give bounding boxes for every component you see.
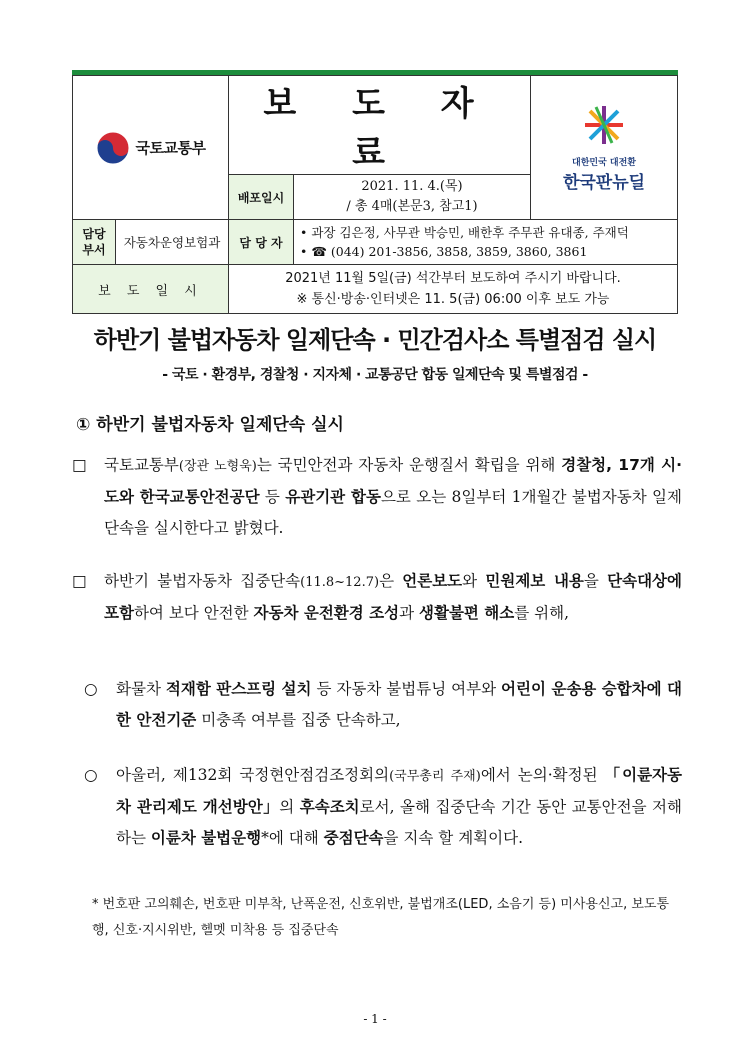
department-row: [73, 220, 229, 265]
text: 국토교통부: [104, 456, 179, 474]
emphasis: 적재함 판스프링 설치: [165, 680, 312, 698]
distribution-label: 배포일시: [229, 175, 294, 220]
text: 로서, 올해 집중단속 기간 동안 교통안전을 저해하는: [116, 798, 682, 847]
page-number: - 1 -: [363, 1012, 387, 1026]
checkbox-bullet-icon: □: [72, 572, 87, 590]
text: 은: [379, 572, 403, 590]
department-name: 자동차운영보험과: [123, 235, 221, 250]
text: 와: [462, 572, 486, 590]
embargo-label: 보 도 일 시: [73, 265, 229, 314]
circle-bullet-icon: ○: [84, 766, 98, 784]
text: 를 위해,: [514, 604, 570, 622]
text: 아울러, 제132회 국정현안점검조정회의: [116, 766, 390, 784]
text: 을: [583, 572, 608, 590]
contact-label: 담 당 자: [229, 220, 294, 265]
contact-phone: • ☎ (044) 201-3856, 3858, 3859, 3860, 3861: [300, 244, 588, 259]
text: (11.8~12.7): [300, 575, 380, 590]
brand-title: 한국판뉴딜: [562, 172, 646, 193]
paragraph-4: [84, 760, 682, 854]
ministry-logo-cell: [73, 76, 229, 220]
emphasis: 유관기관 합동: [285, 488, 381, 506]
checkbox-bullet-icon: □: [72, 456, 87, 474]
distribution-info: [294, 175, 531, 220]
text: 등: [259, 488, 286, 506]
emphasis: 중점단속: [323, 829, 384, 847]
text: 을 지속 할 계획이다.: [383, 829, 524, 847]
emphasis: 「이륜자동차 관리제도 개선방안」: [116, 766, 683, 816]
headline: 하반기 불법자동차 일제단속 · 민간검사소 특별점검 실시: [93, 326, 657, 354]
paragraph-2: [72, 566, 682, 629]
new-deal-logo-cell: [531, 76, 678, 220]
contact-people: • 과장 김은정, 사무관 박승민, 배한후 주무관 유대종, 주재덕: [300, 225, 629, 240]
subheadline: - 국토 · 환경부, 경찰청 · 지자체 · 교통공단 합동 일제단속 및 특별점검 -: [162, 367, 588, 383]
emphasis: 생활불편 해소: [419, 604, 515, 622]
text: 하반기 불법자동차 집중단속: [104, 572, 301, 590]
emphasis: 민원제보 내용: [485, 572, 584, 590]
text: 의: [279, 798, 300, 816]
embargo-info: [229, 265, 678, 314]
emphasis: 언론보도: [402, 572, 463, 590]
text: 화물차: [116, 680, 166, 698]
footnote: * 번호판 고의훼손, 번호판 미부착, 난폭운전, 신호위반, 불법개조(LED, 소음기 등) 미사용신고, 보도통행, 신호·지시위반, 헬멧 미착용 등 집중단속: [92, 897, 670, 938]
circle-bullet-icon: ○: [84, 680, 98, 698]
embargo-line-1: 2021년 11월 5일(금) 석간부터 보도하여 주시기 바랍니다.: [285, 271, 621, 286]
taegeuk-emblem-icon: [96, 131, 130, 165]
embargo-line-2: ※ 통신·방송·인터넷은 11. 5(금) 06:00 이후 보도 가능: [296, 292, 610, 307]
text: 과: [399, 604, 420, 622]
text: 는 국민안전과 자동차 운행질서 확립을 위해: [256, 456, 562, 474]
distribution-pages: / 총 4매(본문3, 참고1): [346, 199, 478, 214]
text: 으로 오는 8일부터 1개월간 불법자동차 일제단속을 실시한다고 밝혔다.: [104, 488, 682, 537]
emphasis: 경찰청, 17개 시·도와 한국교통안전공단: [104, 456, 682, 506]
text: 하여 보다 안전한: [133, 604, 254, 622]
paragraph-3: [84, 674, 682, 736]
ministry-name: 국토교통부: [135, 139, 206, 157]
brand-subtitle: 대한민국 대전환: [572, 157, 636, 168]
text: 에서 논의·확정된: [480, 766, 605, 784]
text: (국무총리 주재): [389, 769, 481, 784]
section-heading-1: ① 하반기 불법자동차 일제단속 실시: [76, 415, 344, 435]
emphasis: 어린이 운송용 승합차에 대한 안전기준: [116, 680, 682, 729]
page-title: 보 도 자 료: [229, 76, 531, 175]
text: (장관 노형욱): [178, 459, 257, 474]
emphasis: 후속조치: [299, 798, 360, 816]
department-label: 담당 부서: [73, 220, 116, 264]
paragraph-1: [72, 450, 682, 544]
emphasis: 단속대상에 포함: [104, 572, 682, 622]
new-deal-star-icon: [582, 103, 626, 147]
emphasis: 자동차 운전환경 조성: [253, 604, 400, 622]
emphasis: 이륜차 불법운행: [150, 829, 262, 847]
contact-info: [294, 220, 678, 265]
text: 등 자동차 불법튜닝 여부와: [311, 680, 502, 698]
text: 미충족 여부를 집중 단속하고,: [196, 711, 401, 729]
text: *에 대해: [261, 829, 324, 847]
press-release-header: [72, 75, 678, 314]
distribution-date: 2021. 11. 4.(목): [361, 179, 463, 194]
